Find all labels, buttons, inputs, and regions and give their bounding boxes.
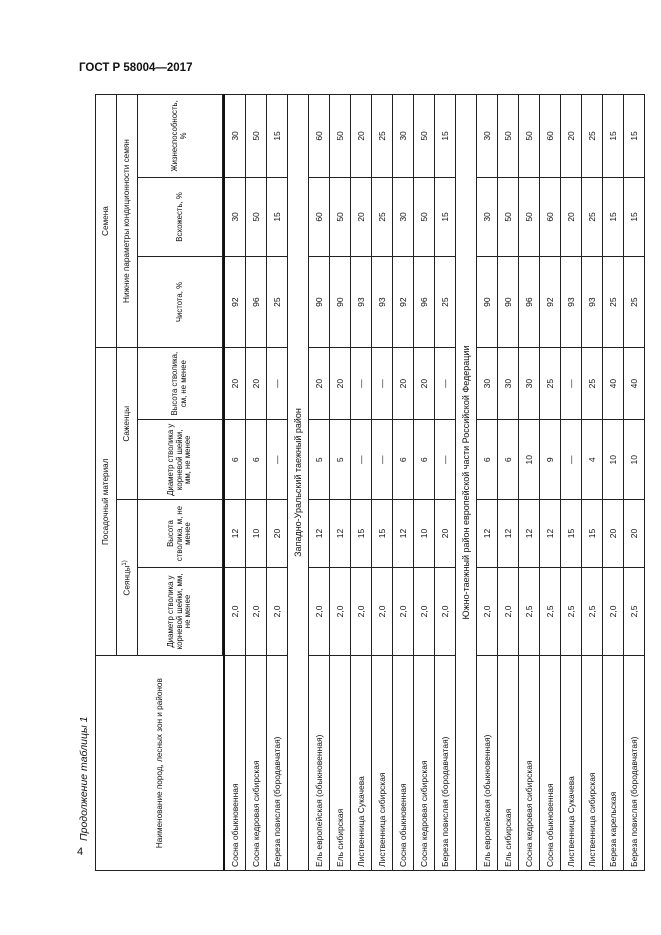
- species-name: Ель европейская (обыкновенная): [308, 656, 329, 871]
- cell-diameter-seedling: 2,0: [350, 567, 371, 656]
- table-row: [581, 95, 602, 871]
- cell-height-sapling: —: [371, 348, 392, 420]
- cell-germination: 50: [329, 177, 350, 256]
- rotated-table-wrapper: [95, 94, 639, 871]
- cell-diameter-seedling: 2,0: [245, 567, 266, 656]
- cell-height-seedling: 15: [350, 500, 371, 567]
- cell-viability: 50: [497, 95, 518, 178]
- cell-purity: 90: [308, 257, 329, 348]
- header-name: Наименование пород, лесных зон и районов: [96, 656, 225, 871]
- region-row: [287, 95, 308, 871]
- cell-germination: 20: [350, 177, 371, 256]
- species-name: Береза повислая (бородавчатая): [434, 656, 455, 871]
- cell-purity: 96: [413, 257, 434, 348]
- cell-purity: 92: [539, 257, 560, 348]
- cell-purity: 25: [266, 257, 287, 348]
- cell-diameter-sapling: —: [434, 420, 455, 500]
- cell-purity: 93: [560, 257, 581, 348]
- header-purity: Чистота, %: [138, 257, 223, 348]
- region-title: Западно-Уральский таежный район: [287, 95, 308, 871]
- cell-viability: 50: [329, 95, 350, 178]
- cell-germination: 25: [371, 177, 392, 256]
- cell-diameter-sapling: 10: [518, 420, 539, 500]
- header-height-seedling: Высота стволика, м, не менее: [138, 500, 223, 567]
- cell-height-seedling: 12: [308, 500, 329, 567]
- cell-viability: 50: [245, 95, 266, 178]
- cell-purity: 90: [476, 257, 497, 348]
- table-row: [245, 95, 266, 871]
- table-caption: Продолжение таблицы 1: [78, 716, 90, 841]
- cell-height-seedling: 10: [413, 500, 434, 567]
- cell-diameter-sapling: 6: [413, 420, 434, 500]
- cell-purity: 90: [497, 257, 518, 348]
- document-header: ГОСТ Р 58004—2017: [79, 62, 193, 74]
- cell-viability: 20: [560, 95, 581, 178]
- cell-diameter-seedling: 2,0: [266, 567, 287, 656]
- footnote-mark: 1): [121, 560, 128, 566]
- cell-viability: 15: [434, 95, 455, 178]
- cell-diameter-sapling: 6: [224, 420, 245, 500]
- cell-germination: 60: [308, 177, 329, 256]
- cell-diameter-seedling: 2,0: [413, 567, 434, 656]
- cell-germination: 15: [434, 177, 455, 256]
- header-viability: Жизнеспособность, %: [138, 95, 223, 178]
- cell-height-seedling: 12: [518, 500, 539, 567]
- cell-viability: 25: [581, 95, 602, 178]
- cell-height-seedling: 12: [224, 500, 245, 567]
- cell-diameter-seedling: 2,5: [539, 567, 560, 656]
- cell-height-sapling: 25: [581, 348, 602, 420]
- cell-diameter-sapling: 6: [392, 420, 413, 500]
- cell-diameter-seedling: 2,0: [329, 567, 350, 656]
- cell-germination: 60: [539, 177, 560, 256]
- cell-diameter-seedling: 2,5: [560, 567, 581, 656]
- table-row: [434, 95, 455, 871]
- cell-height-seedling: 12: [497, 500, 518, 567]
- species-name: Сосна кедровая сибирская: [413, 656, 434, 871]
- header-diameter-seedling: Диаметр стволика у корневой шейки, мм, не менее: [138, 567, 223, 656]
- cell-height-seedling: 20: [623, 500, 644, 567]
- cell-diameter-sapling: —: [350, 420, 371, 500]
- cell-viability: 30: [224, 95, 245, 178]
- header-height-sapling: Высота стволика, см, не менее: [138, 348, 223, 420]
- cell-height-sapling: 20: [413, 348, 434, 420]
- cell-germination: 25: [581, 177, 602, 256]
- cell-viability: 15: [266, 95, 287, 178]
- table-row: [602, 95, 623, 871]
- cell-purity: 92: [392, 257, 413, 348]
- header-seedlings-label: Сеянцы: [122, 565, 132, 596]
- table-row: [392, 95, 413, 871]
- cell-height-sapling: —: [434, 348, 455, 420]
- cell-height-seedling: 10: [245, 500, 266, 567]
- cell-height-sapling: 30: [518, 348, 539, 420]
- header-seed-params: Нижние параметры кондиционности семян: [117, 95, 138, 348]
- cell-purity: 93: [350, 257, 371, 348]
- cell-germination: 50: [245, 177, 266, 256]
- cell-germination: 50: [518, 177, 539, 256]
- cell-germination: 50: [497, 177, 518, 256]
- species-name: Лиственница Сукачева: [350, 656, 371, 871]
- cell-purity: 96: [518, 257, 539, 348]
- cell-height-seedling: 20: [266, 500, 287, 567]
- species-name: Лиственница сибирская: [581, 656, 602, 871]
- cell-purity: 92: [224, 257, 245, 348]
- cell-germination: 30: [476, 177, 497, 256]
- cell-purity: 96: [245, 257, 266, 348]
- cell-purity: 90: [329, 257, 350, 348]
- cell-height-seedling: 20: [602, 500, 623, 567]
- cell-diameter-sapling: —: [560, 420, 581, 500]
- page-number: 4: [77, 846, 84, 858]
- cell-diameter-seedling: 2,0: [602, 567, 623, 656]
- cell-height-sapling: 20: [392, 348, 413, 420]
- table-row: [560, 95, 581, 871]
- cell-diameter-seedling: 2,0: [434, 567, 455, 656]
- cell-diameter-sapling: 6: [476, 420, 497, 500]
- table-row: [539, 95, 560, 871]
- species-name: Ель сибирская: [329, 656, 350, 871]
- cell-height-seedling: 12: [329, 500, 350, 567]
- cell-germination: 15: [623, 177, 644, 256]
- cell-purity: 25: [623, 257, 644, 348]
- cell-height-sapling: 40: [623, 348, 644, 420]
- cell-height-sapling: 30: [476, 348, 497, 420]
- cell-height-sapling: 25: [539, 348, 560, 420]
- cell-height-seedling: 15: [560, 500, 581, 567]
- species-name: Береза повислая (бородавчатая): [623, 656, 644, 871]
- header-diameter-sapling: Диаметр стволика у корневой шейки, мм, не менее: [138, 420, 223, 500]
- cell-viability: 30: [476, 95, 497, 178]
- cell-diameter-seedling: 2,0: [497, 567, 518, 656]
- cell-viability: 60: [308, 95, 329, 178]
- species-name: Сосна обыкновенная: [539, 656, 560, 871]
- header-seedlings: [117, 500, 138, 656]
- cell-germination: 20: [560, 177, 581, 256]
- cell-diameter-seedling: 2,0: [224, 567, 245, 656]
- species-name: Сосна обыкновенная: [224, 656, 245, 871]
- cell-diameter-sapling: 6: [497, 420, 518, 500]
- cell-height-seedling: 12: [539, 500, 560, 567]
- cell-diameter-seedling: 2,5: [518, 567, 539, 656]
- cell-height-seedling: 20: [434, 500, 455, 567]
- cell-viability: 60: [539, 95, 560, 178]
- region-title: Южно-таежный район европейской части Российской Федерации: [455, 95, 476, 871]
- species-name: Береза карельская: [602, 656, 623, 871]
- cell-viability: 20: [350, 95, 371, 178]
- cell-height-sapling: 20: [308, 348, 329, 420]
- table-row: [224, 95, 245, 871]
- header-planting-material: Посадочный материал: [96, 348, 117, 656]
- cell-viability: 15: [623, 95, 644, 178]
- seed-planting-table: [95, 94, 645, 871]
- cell-viability: 50: [413, 95, 434, 178]
- cell-purity: 93: [371, 257, 392, 348]
- cell-purity: 25: [434, 257, 455, 348]
- cell-viability: 30: [392, 95, 413, 178]
- cell-germination: 30: [392, 177, 413, 256]
- table-row: [371, 95, 392, 871]
- cell-height-sapling: 20: [224, 348, 245, 420]
- cell-diameter-sapling: 9: [539, 420, 560, 500]
- cell-diameter-sapling: 4: [581, 420, 602, 500]
- cell-purity: 93: [581, 257, 602, 348]
- region-row: [455, 95, 476, 871]
- species-name: Сосна кедровая сибирская: [245, 656, 266, 871]
- species-name: Ель сибирская: [497, 656, 518, 871]
- cell-viability: 25: [371, 95, 392, 178]
- table-row: [350, 95, 371, 871]
- cell-diameter-sapling: 5: [329, 420, 350, 500]
- cell-germination: 15: [266, 177, 287, 256]
- cell-height-seedling: 12: [476, 500, 497, 567]
- cell-height-seedling: 12: [392, 500, 413, 567]
- cell-diameter-sapling: 10: [602, 420, 623, 500]
- cell-height-sapling: 20: [245, 348, 266, 420]
- cell-diameter-sapling: 10: [623, 420, 644, 500]
- cell-diameter-sapling: 6: [245, 420, 266, 500]
- cell-height-seedling: 15: [581, 500, 602, 567]
- table-row: [476, 95, 497, 871]
- cell-diameter-sapling: 5: [308, 420, 329, 500]
- cell-height-sapling: 40: [602, 348, 623, 420]
- cell-diameter-seedling: 2,5: [581, 567, 602, 656]
- species-name: Сосна обыкновенная: [392, 656, 413, 871]
- header-germination: Всхожесть, %: [138, 177, 223, 256]
- cell-height-sapling: —: [350, 348, 371, 420]
- cell-diameter-seedling: 2,0: [392, 567, 413, 656]
- cell-height-sapling: —: [560, 348, 581, 420]
- cell-height-seedling: 15: [371, 500, 392, 567]
- table-row: [329, 95, 350, 871]
- cell-diameter-sapling: —: [266, 420, 287, 500]
- cell-diameter-seedling: 2,0: [476, 567, 497, 656]
- cell-purity: 25: [602, 257, 623, 348]
- table-row: [266, 95, 287, 871]
- cell-diameter-seedling: 2,0: [308, 567, 329, 656]
- table-row: [413, 95, 434, 871]
- cell-height-sapling: 20: [329, 348, 350, 420]
- table-body: [224, 95, 644, 871]
- cell-germination: 15: [602, 177, 623, 256]
- cell-diameter-seedling: 2,5: [623, 567, 644, 656]
- cell-germination: 30: [224, 177, 245, 256]
- cell-viability: 50: [518, 95, 539, 178]
- species-name: Лиственница Сукачева: [560, 656, 581, 871]
- species-name: Сосна кедровая сибирская: [518, 656, 539, 871]
- cell-germination: 50: [413, 177, 434, 256]
- species-name: Лиственница сибирская: [371, 656, 392, 871]
- cell-diameter-sapling: —: [371, 420, 392, 500]
- table-row: [623, 95, 644, 871]
- cell-viability: 15: [602, 95, 623, 178]
- cell-diameter-seedling: 2,0: [371, 567, 392, 656]
- table-row: [497, 95, 518, 871]
- table-row: [518, 95, 539, 871]
- table-row: [308, 95, 329, 871]
- species-name: Ель европейская (обыкновенная): [476, 656, 497, 871]
- header-seeds: Семена: [96, 95, 117, 348]
- cell-height-sapling: 30: [497, 348, 518, 420]
- species-name: Береза повислая (бородавчатая): [266, 656, 287, 871]
- cell-height-sapling: —: [266, 348, 287, 420]
- header-saplings: Саженцы: [117, 348, 138, 500]
